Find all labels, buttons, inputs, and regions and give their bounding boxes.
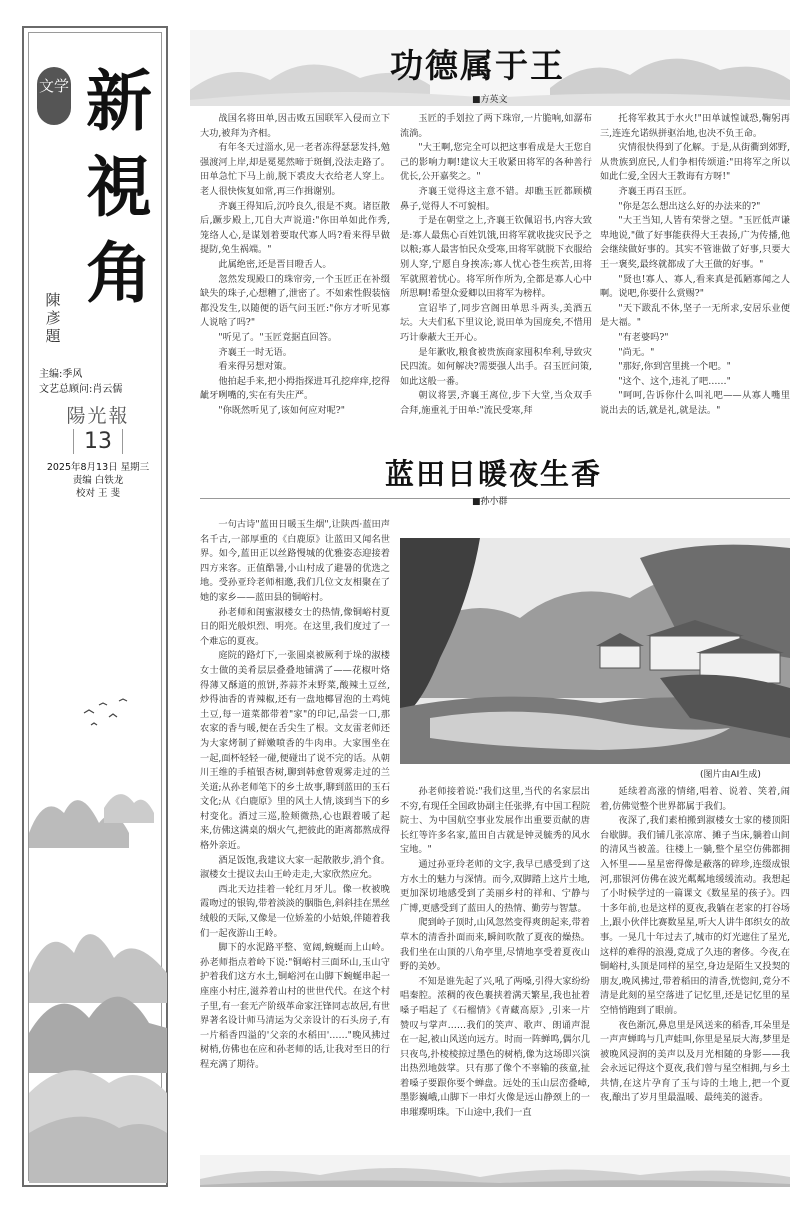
paragraph: "听见了。"玉匠竟据直回答。	[218, 331, 338, 343]
section-badge: 文学	[37, 67, 71, 125]
article1-column-3	[600, 112, 790, 492]
ink-landscape-decoration	[29, 673, 167, 1183]
paragraph: "有老婆吗?"	[618, 331, 669, 343]
paragraph: 爬到岭子顶时,山风忽然变得爽朗起来,带着草木的清香扑面而来,瞬间吹散了夏夜的燥热。我们坐在山顶的八角亭里,尽情地享受着夏夜山野的美妙。	[400, 917, 590, 973]
paragraph: 朝议将罢,齐襄王离位,步下大堂,当众双手合拜,施重礼于田单:"流民受寒,拜	[400, 390, 592, 416]
paragraph: 不知是谁先起了兴,吼了两嗓,引得大家纷纷唱秦腔。浓稠的夜色裹挟着满天繁星,我也扯着嗓子唱起了《石榴情》《青藏高原》,引来一片赞叹与掌声……我们的笑声、歌声、朗诵声混在一起,被山风送向远方。时而一阵蝉鸣,偶尔几只夜鸟,扑棱棱掠过墨色的树梢,像为这场即兴演出热烈地鼓掌。只有那了像个不辜输的孩童,扯着嗓子要跟你要个蝉盘。远处的玉山层峦叠嶂,墨影巍峨,山脚下一串灯火像是远山静颈上的一串璀璨明珠。下山途中,我们一直	[400, 975, 590, 1119]
paragraph: 齐襄王一时无语。	[218, 346, 292, 358]
article2-column-3	[600, 785, 790, 1155]
paragraph: 托将军救其于水火!"田单诚惶诚恐,鞠躬再三,连连允诺纵拼驱治地,也决不负王命。	[600, 113, 790, 139]
paragraph: 脚下的水泥路平整、宽阔,蜿蜒而上山岭。孙老师指点着岭下说:"铜峪村三面环山,玉山守护着我们这方水土,铜峪河在山脚下蜿蜒串起一座座小村庄,滋养着山村的世世代代。在这个村子里,有一套无产阶级革命家汪锋同志故居,有世界著名设计师马清运为父亲设计的石头房子,有一片稻香四溢的'父亲的水稻田'……"晚风拂过树梢,仿佛也在应和孙老师的话,让我对至日的行程充满了期待。	[200, 942, 390, 1070]
page-number	[29, 429, 167, 454]
duty-editor: 责编 白铁龙	[72, 475, 124, 486]
paragraph: "大王当知,人皆有荣誉之望。"玉匠低声谦卑地说,"做了好事能获得大王表扬,广为传播,他会继续做好事的。其实不管谁做了好事,只要大王一褒奖,最终就都成了大王做的好事。"	[600, 215, 790, 270]
paragraph: 孙老师和闺蜜淑楼女士的热情,像铜峪村夏日的阳光般炽烈、明亮。在这里,我们度过了一个难忘的夏夜。	[200, 606, 390, 647]
paragraph: "贤也!寡人、寡人,看来真是孤陋寡闻之人啊。说吧,你要什么赏赐?"	[600, 273, 790, 300]
article1-byline: ■方英文	[472, 95, 508, 105]
paragraph: "呵呵,告诉你什么叫礼吧——从寡人嘴里说出去的话,就是礼,就是法。"	[600, 390, 790, 416]
page-number-value: 13	[73, 429, 123, 454]
editor-credit: 主编:季风	[39, 369, 83, 380]
paragraph: 孙老师接着说:"我们这里,当代的名家层出不穷,有现任全国政协副主任张骅,有中国工程院院士、为中国航空事业发展作出重要贡献的唐长红等许多名家,蓝田自古就是钟灵毓秀的风水宝地。"	[400, 786, 590, 856]
article1-column-1	[200, 112, 390, 492]
credits	[39, 367, 167, 397]
masthead-frame	[28, 32, 162, 1181]
column-title: 新視角	[86, 63, 152, 312]
paragraph: 延续着高涨的情绪,唱着、说着、笑着,闹着,仿佛觉整个世界都属于我们。	[600, 786, 790, 812]
paragraph: 战国名将田单,因击败五国联军入侵而立下大功,被拜为齐相。	[200, 113, 390, 139]
paragraph: 夜深了,我们素柏搬到淑楼女士家的楼顶阳台歇脚。我们铺几张凉席、摊子当床,躺着山间的清风当被盖。往楼上一躺,整个星空仿佛都拥入怀里——星星密得像是蔽落的碎珍,连缀成银河,那银河仿佛在波光粼粼地缓缓流动。我想起了小时候学过的一篇课文《数星星的孩子》。四十多年前,也是这样的夏夜,我躺在老家的打谷场上,跟小伙伴比赛数星星,听大人讲牛郎织女的故事。一晃几十年过去了,城市的灯光遮住了星光,这样的难得的浪漫,竟成了久违的奢侈。今夜,在铜峪村,头顶是同样的星空,身边是陌生又投契的朋友,晚风拂过,带着稻田的清香,恍惚间,竟分不清是此刻的星空落进了记忆里,还是记忆里的星空悄悄跑到了眼前。	[600, 815, 790, 1016]
paragraph: "你是怎么想出这么好的办法来的?"	[618, 200, 761, 212]
advisor-credit: 文艺总顾问:肖云儒	[39, 384, 123, 395]
masthead	[22, 26, 168, 1187]
paragraph: 他拍起手来,把小拇指探进耳孔挖痒痒,挖得龇牙咧嘴的,实在有失庄严。	[200, 375, 390, 402]
calligraphy-signature: 陳彥題	[45, 291, 61, 345]
paragraph: 忽然发现殿口的珠帘旁,一个玉匠正在补缀缺失的珠子,心想糟了,泄密了。不如索性假装恼都没发生,以随便的语气问玉匠:"你方才听见寡人说啥了吗?"	[200, 273, 390, 329]
paragraph: 此属绝密,还是晋目瞪舌人。	[218, 258, 332, 270]
issue-info	[29, 461, 167, 500]
paragraph: 灾情很快得到了化解。于是,从街衢到郊野,从贵族到庶民,人们争相传颂道:"田将军之所以如此仁爱,全因大王教诲有方呀!"	[600, 142, 790, 183]
paragraph: "天下跋乱不休,坚子一无所求,安居乐业便是大福。"	[600, 302, 790, 329]
paragraph: 于是在朝堂之上,齐襄王钦佩诏书,内容大致是:寡人最焦心百姓饥饿,田将军就收拢灾民予之以粮;寡人最害怕民众受寒,田将军就脱下衣服给别人穿,宁愿自身挨冻;寡人忧心苍生疾苦,田将军就照着忧心。将军所作所为,全都是寡人心中所思啊!希望众爱卿以田将军为榜样。	[400, 215, 592, 300]
bottom-banner-art	[200, 1155, 790, 1187]
paragraph: 庭院的路灯下,一张圆桌被厥利于垛的淑楼女士做的美肴层层叠叠地铺满了——花椒叶烙得薄又酥道的煎饼,荞蒜芥末野菜,酸辣土豆丝,炒得油香的青辣椒,还有一盘地椰冒泡的土鸡炖土豆,每一道菜都带着"家"的印记,品尝一口,那农家的香与暖,便在舌尖生了根。文友雷老师还为大家烤制了鲜嫩喷香的牛肉串。大家围坐在一起,面杯轻轻一碰,便碰出了说不完的话。从朝川王维的手植银杏树,聊到韩愈曾观雾走过的兰关道;从孙老师笔下的乡土故事,聊到蓝田的玉石文化;从《白鹿原》里的风土人情,谈到当下的乡村变化。酒过三巡,脸颊微热,心也跟着暖了起来,仿佛这满桌的烟火气,把彼此的距离都熬成得格外亲近。	[200, 650, 390, 852]
paragraph: 酒足饭饱,我建议大家一起散散步,消个食。淑楼女士提议去山王岭走走,大家欣然应允。	[200, 854, 390, 881]
photo-caption: (图片由AI生成)	[700, 770, 761, 780]
paper-name: 陽光報	[66, 405, 130, 427]
article2-title: 蓝田日暖夜生香	[385, 457, 603, 491]
paragraph: 宣诏毕了,同步宫阁田单思斗两头,美酒五坛。大夫们私下里议论,说田单为国庞矣,不惜用巧计豢蔽大王开心。	[400, 302, 592, 343]
paragraph: "这个、这个,违礼了吧……"	[618, 375, 731, 387]
paragraph: 齐襄王觉得这主意不错。却瞧玉匠都顾横鼻子,觉得人不可貌相。	[400, 185, 592, 212]
article1-column-2	[400, 112, 592, 492]
article1-title: 功德属于王	[390, 46, 565, 85]
article2-column-1	[200, 518, 390, 1168]
paragraph: "尚无。"	[618, 346, 655, 358]
paragraph: 看来得另想对策。	[218, 361, 292, 373]
paragraph: 有年冬天过淄水,见一老者冻得瑟瑟发抖,勉强渡河上岸,却是冕冕然啼于斑倒,没法走路了。田单急忙下马上前,脱下裘皮大衣给老人穿上。老人很快恢复如常,再三作揖谢别。	[200, 142, 390, 197]
village-photo	[400, 538, 790, 764]
paragraph: 齐襄王得知后,沉吟良久,很是不爽。诸臣散后,蹶步殿上,兀自大声说道:"你田单如此作秀,笼络人心,是谋划着要取代寡人吗?看来得早做提防,免生祸端。"	[200, 200, 390, 256]
paragraph: 一句古诗"蓝田日暖玉生烟",让陕西·蓝田声名千古,一部厚重的《白鹿原》让蓝田又闻名世界。如今,蓝田正以丝路慢城的优雅姿态迎接着四方来客。正值酷暑,小山村成了避暑的优选之地。受孙亚玲老师相邀,我们几位文友相聚在了她的家乡——蓝田县的铜峪村。	[200, 519, 390, 603]
paragraph: "你既然听见了,该如何应对呢?"	[218, 404, 345, 416]
paragraph: 西北天边挂着一轮红月牙儿。像一枚被晚霞吻过的银钩,带着淡淡的胭脂色,斜斜挂在黑丝绒般的天际,又像是一位娇羞的小姑娘,伴随着我们一起夜游山王岭。	[200, 883, 390, 939]
proofreader: 校对 王 斐	[75, 488, 121, 499]
paragraph: 齐襄王再召玉匠。	[618, 185, 692, 197]
issue-date: 2025年8月13日 星期三	[46, 462, 150, 473]
paragraph: "大王啊,您完全可以把这事看成是大王您自己的影响力啊!建议大王收紧田将军的各种善行优长,公开嘉奖之。"	[400, 142, 592, 183]
paragraph: 是年歉收,粮食被贵族商家囤积牟利,导致灾民四流。如何解决?需要强人出手。召玉匠问策,如此这般一番。	[400, 346, 592, 387]
paragraph: 通过孙亚玲老师的文字,我早已感受到了这方水土的魅力与深情。而今,双脚踏上这片土地,更加深切地感受到了美丽乡村的祥和、宁静与广博,更感受到了蓝田人的热情、勤劳与智慧。	[400, 858, 590, 914]
paragraph: "那好,你到宫里挑一个吧。"	[618, 361, 731, 373]
article2-byline: ■孙小群	[472, 497, 508, 507]
article2-column-2	[400, 785, 590, 1175]
paragraph: 玉匠的手划拉了两下珠帘,一片脆响,如潺布流淌。	[400, 113, 592, 139]
paragraph: 夜色渐沉,鼻息里是风送来的稻香,耳朵里是一声声蝉鸣与几声蛙叫,你里是星辰大海,梦里是被晚风浸润的美声以及月光相随的身影——我会永远记得这个夏夜,我们曾与星空相拥,与乡土共情,在这片孕育了玉与诗的土地上,把一个夏夜,酿出了岁月里最温暖、最纯美的滋香。	[600, 1019, 790, 1104]
